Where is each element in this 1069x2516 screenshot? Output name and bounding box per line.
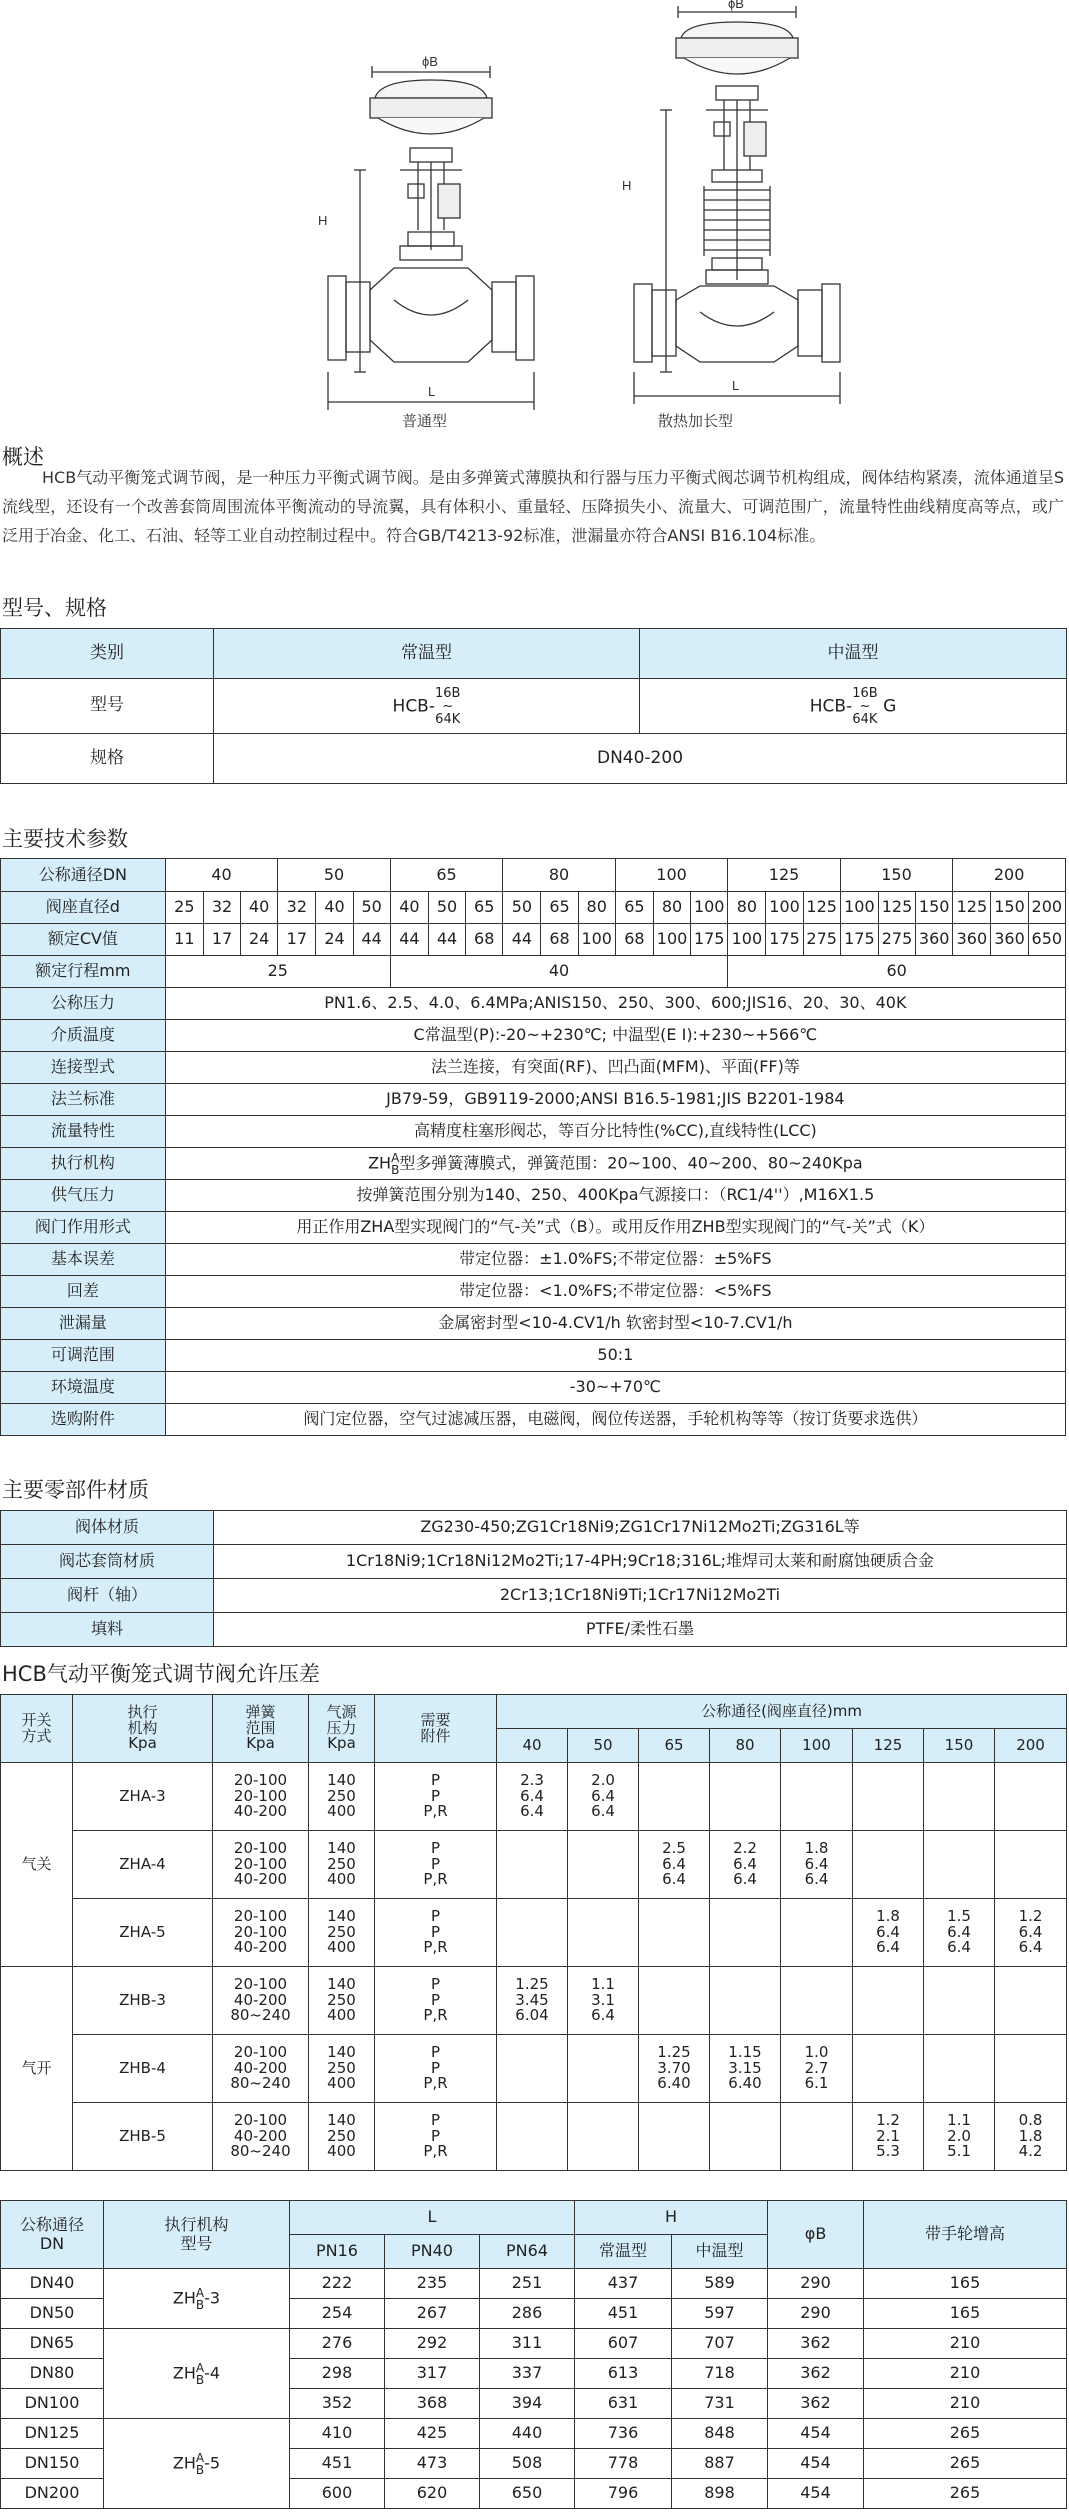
stroke-cell: 25 [165, 956, 390, 988]
dn-cell: DN40 [1, 2269, 104, 2299]
pressure-value: 1.25 3.70 6.40 [639, 2035, 710, 2103]
dim-value: 597 [672, 2299, 768, 2329]
param-label: 可调范围 [1, 1340, 166, 1372]
param-label: 基本误差 [1, 1244, 166, 1276]
dn-cell: DN100 [1, 2389, 104, 2419]
material-value: PTFE/柔性石墨 [214, 1613, 1067, 1647]
models-table [0, 628, 1067, 784]
air-cell: 140 250 400 [309, 1763, 375, 1831]
dn-header-cell: 50 [568, 1729, 639, 1763]
caption-normal: 普通型 [402, 412, 448, 430]
actuator-model-cell: ZHA B-3 [104, 2269, 290, 2329]
param-label: 介质温度 [1, 1020, 166, 1052]
dim-value: 731 [672, 2389, 768, 2419]
dn-header-cell: 65 [639, 1729, 710, 1763]
header-phi-b: φB [768, 2201, 864, 2269]
pressure-value: 2.0 6.4 6.4 [568, 1763, 639, 1831]
pressure-value [639, 2103, 710, 2171]
params-title: 主要技术参数 [2, 827, 128, 851]
cv-cell: 44 [390, 924, 428, 956]
param-value: 带定位器：<1.0%FS;不带定位器：<5%FS [165, 1276, 1065, 1308]
cv-cell: 100 [728, 924, 766, 956]
cv-cell: 175 [691, 924, 728, 956]
dim-value: 362 [768, 2389, 864, 2419]
dim-value: 451 [290, 2449, 385, 2479]
extended-valve-drawing [634, 6, 840, 404]
seat-cell: 32 [203, 892, 240, 924]
pressure-value [639, 1899, 710, 1967]
l-label-extended: L [732, 378, 740, 393]
seat-cell: 65 [615, 892, 653, 924]
dim-value: 251 [480, 2269, 575, 2299]
pressure-value: 1.2 2.1 5.3 [853, 2103, 924, 2171]
dim-value: 210 [864, 2389, 1067, 2419]
seat-cell: 100 [766, 892, 803, 924]
header-l: L [290, 2201, 575, 2235]
dn-cell: 150 [840, 859, 952, 892]
dim-value: 898 [672, 2479, 768, 2509]
pressure-value [924, 1831, 995, 1899]
air-cell: 140 250 400 [309, 1899, 375, 1967]
dim-value: 165 [864, 2269, 1067, 2299]
param-value: 带定位器：±1.0%FS;不带定位器：±5%FS [165, 1244, 1065, 1276]
row-spec-label: 规格 [1, 734, 214, 784]
seat-cell: 40 [390, 892, 428, 924]
dim-value: 410 [290, 2419, 385, 2449]
seat-cell: 80 [578, 892, 615, 924]
accessory-cell: P P P,R [375, 1831, 497, 1899]
model-medium: HCB-16B ~ 64K G [640, 679, 1067, 734]
seat-cell: 65 [541, 892, 578, 924]
pressure-value: 1.8 6.4 6.4 [853, 1899, 924, 1967]
dn-header-cell: 150 [924, 1729, 995, 1763]
param-value: 50:1 [165, 1340, 1065, 1372]
accessory-cell: P P P,R [375, 1967, 497, 2035]
h-label-extended: H [622, 178, 632, 193]
seat-label: 阀座直径d [1, 892, 166, 924]
dn-cell: DN80 [1, 2359, 104, 2389]
header-actuator: 执行 机构 Kpa [73, 1695, 213, 1763]
cv-cell: 68 [541, 924, 578, 956]
material-value: ZG230-450;ZG1Cr18Ni9;ZG1Cr17Ni12Mo2Ti;ZG316L等 [214, 1511, 1067, 1545]
param-value: 金属密封型<10-4.CV1/h 软密封型<10-7.CV1/h [165, 1308, 1065, 1340]
dim-value: 265 [864, 2479, 1067, 2509]
dim-value: 311 [480, 2329, 575, 2359]
overview-text: HCB气动平衡笼式调节阀，是一种压力平衡式调节阀。是由多弹簧式薄膜执和行器与压力平衡式阀芯调节机构组成，阀体结构紧凑，流体通道呈S流线型，还设有一个改善套筒周围流体平衡流动的导流翼，具有体积小、重量轻、压降损失小、流量大、可调范围广，流量特性曲线精度高等点，或广泛用于冶金、化工、石油、轻等工业自动控制过程中。符合GB/T4213-92标准，泄漏量亦符合ANSI B16.104标准。 [2, 468, 1064, 545]
dim-value: 707 [672, 2329, 768, 2359]
dim-value: 796 [575, 2479, 672, 2509]
spec-value: DN40-200 [214, 734, 1067, 784]
cv-cell: 68 [466, 924, 503, 956]
cv-cell: 650 [1028, 924, 1065, 956]
dim-value: 222 [290, 2269, 385, 2299]
dim-value: 887 [672, 2449, 768, 2479]
header-dn: 公称通径(阀座直径)mm [497, 1695, 1067, 1729]
pressure-value [568, 2103, 639, 2171]
seat-cell: 50 [503, 892, 541, 924]
pressure-value: 0.8 1.8 4.2 [995, 2103, 1067, 2171]
accessory-cell: P P P,R [375, 2035, 497, 2103]
dim-value: 276 [290, 2329, 385, 2359]
param-label: 供气压力 [1, 1180, 166, 1212]
dn-cell: 100 [615, 859, 727, 892]
param-value: -30~+70℃ [165, 1372, 1065, 1404]
dn-header-cell: 80 [710, 1729, 781, 1763]
dim-value: 620 [385, 2479, 480, 2509]
subheader-cell: 中温型 [672, 2235, 768, 2269]
models-title: 型号、规格 [2, 596, 107, 620]
dim-value: 718 [672, 2359, 768, 2389]
cv-cell: 17 [278, 924, 316, 956]
seat-cell: 40 [316, 892, 353, 924]
pressure-value [853, 1967, 924, 2035]
dim-value: 265 [864, 2449, 1067, 2479]
dim-value: 165 [864, 2299, 1067, 2329]
material-value: 2Cr13;1Cr18Ni9Ti;1Cr17Ni12Mo2Ti [214, 1579, 1067, 1613]
dim-value: 362 [768, 2329, 864, 2359]
subheader-cell: 常温型 [575, 2235, 672, 2269]
seat-cell: 50 [428, 892, 465, 924]
stroke-cell: 60 [728, 956, 1066, 988]
air-cell: 140 250 400 [309, 1967, 375, 2035]
param-value: 阀门定位器，空气过滤减压器，电磁阀，阀位传送器，手轮机构等等（按订货要求选供） [165, 1404, 1065, 1436]
dimensions-table [0, 2200, 1067, 2509]
pressure-value [568, 1831, 639, 1899]
pressure-value: 1.15 3.15 6.40 [710, 2035, 781, 2103]
actuator-cell: ZHA-3 [73, 1763, 213, 1831]
seat-cell: 32 [278, 892, 316, 924]
header-mode: 开关 方式 [1, 1695, 73, 1763]
pressure-value [924, 2035, 995, 2103]
dim-value: 437 [575, 2269, 672, 2299]
actuator-value: ZHA B型多弹簧薄膜式，弹簧范围：20~100、40~200、80~240Kpa [165, 1148, 1065, 1180]
pressure-value [639, 1967, 710, 2035]
dn-cell: DN200 [1, 2479, 104, 2509]
pressure-value [853, 1831, 924, 1899]
param-label: 法兰标准 [1, 1084, 166, 1116]
header-h: H [575, 2201, 768, 2235]
param-value: 用正作用ZHA型实现阀门的“气-关”式（B）。或用反作用ZHB型实现阀门的“气-关”式（K） [165, 1212, 1065, 1244]
dim-value: 600 [290, 2479, 385, 2509]
mode-cell: 气开 [1, 1967, 73, 2171]
param-value: C常温型(P):-20~+230℃; 中温型(E I):+230~+566℃ [165, 1020, 1065, 1052]
material-label: 阀芯套筒材质 [1, 1545, 214, 1579]
dn-cell: DN65 [1, 2329, 104, 2359]
dim-value: 451 [575, 2299, 672, 2329]
dn-cell: 200 [953, 859, 1066, 892]
actuator-cell: ZHA-5 [73, 1899, 213, 1967]
pressure-value: 1.2 6.4 6.4 [995, 1899, 1067, 1967]
dn-header-cell: 100 [781, 1729, 853, 1763]
cv-cell: 100 [578, 924, 615, 956]
dn-cell: 40 [165, 859, 278, 892]
pressure-value [710, 2103, 781, 2171]
accessory-cell: P P P,R [375, 1899, 497, 1967]
param-value: 法兰连接，有突面(RF)、凹凸面(MFM)、平面(FF)等 [165, 1052, 1065, 1084]
cv-cell: 360 [991, 924, 1028, 956]
pressure-value [995, 1831, 1067, 1899]
pressure-value [924, 1967, 995, 2035]
seat-cell: 80 [653, 892, 690, 924]
param-label: 环境温度 [1, 1372, 166, 1404]
header-handwheel: 带手轮增高 [864, 2201, 1067, 2269]
h-label-normal: H [318, 213, 328, 228]
dim-value: 298 [290, 2359, 385, 2389]
subheader-cell: PN16 [290, 2235, 385, 2269]
actuator-model-cell: ZHA B-5 [104, 2419, 290, 2509]
pressure-value [710, 1763, 781, 1831]
cv-cell: 175 [840, 924, 878, 956]
dim-value: 778 [575, 2449, 672, 2479]
param-label: 泄漏量 [1, 1308, 166, 1340]
seat-cell: 80 [728, 892, 766, 924]
air-cell: 140 250 400 [309, 2035, 375, 2103]
dim-value: 235 [385, 2269, 480, 2299]
spring-cell: 20-100 40-200 80~240 [213, 2103, 309, 2171]
pressure-value [497, 1831, 568, 1899]
pressure-value [995, 1967, 1067, 2035]
pressure-value [497, 1899, 568, 1967]
dn-header-cell: 125 [853, 1729, 924, 1763]
cv-cell: 275 [803, 924, 840, 956]
pressure-value [781, 1899, 853, 1967]
param-label: 流量特性 [1, 1116, 166, 1148]
subheader-cell: PN40 [385, 2235, 480, 2269]
dim-value: 848 [672, 2419, 768, 2449]
pressure-value [568, 2035, 639, 2103]
spring-cell: 20-100 40-200 80~240 [213, 2035, 309, 2103]
model-range: 16B ~ 64K [434, 685, 461, 727]
pressure-value [995, 1763, 1067, 1831]
stroke-cell: 40 [390, 956, 728, 988]
dn-header-cell: 40 [497, 1729, 568, 1763]
mode-cell: 气关 [1, 1763, 73, 1967]
pressure-value [995, 2035, 1067, 2103]
dim-value: 454 [768, 2479, 864, 2509]
dim-value: 454 [768, 2419, 864, 2449]
dim-value: 473 [385, 2449, 480, 2479]
model-normal: HCB-16B ~ 64K [214, 679, 640, 734]
pressure-title: HCB气动平衡笼式调节阀允许压差 [2, 1662, 320, 1686]
param-label: 选购附件 [1, 1404, 166, 1436]
dim-value: 440 [480, 2419, 575, 2449]
pressure-value [781, 1967, 853, 2035]
cv-cell: 44 [503, 924, 541, 956]
dim-value: 650 [480, 2479, 575, 2509]
params-table [0, 858, 1066, 1436]
material-value: 1Cr18Ni9;1Cr18Ni12Mo2Ti;17-4PH;9Cr18;316L;堆焊司太莱和耐腐蚀硬质合金 [214, 1545, 1067, 1579]
seat-cell: 40 [241, 892, 278, 924]
actuator-model-cell: ZHA B-4 [104, 2329, 290, 2419]
model-range: 16B ~ 64K [852, 685, 878, 727]
pressure-value: 2.2 6.4 6.4 [710, 1831, 781, 1899]
pressure-value [639, 1763, 710, 1831]
pressure-value [710, 1899, 781, 1967]
materials-table [0, 1510, 1067, 1647]
header-spring: 弹簧 范围 Kpa [213, 1695, 309, 1763]
cv-cell: 68 [615, 924, 653, 956]
pressure-value: 1.0 2.7 6.1 [781, 2035, 853, 2103]
pressure-value [781, 1763, 853, 1831]
seat-cell: 125 [803, 892, 840, 924]
seat-cell: 125 [878, 892, 915, 924]
cv-cell: 24 [241, 924, 278, 956]
seat-cell: 100 [691, 892, 728, 924]
dim-value: 394 [480, 2389, 575, 2419]
phi-label-normal: ϕB [422, 54, 438, 69]
dn-cell: 65 [390, 859, 503, 892]
pressure-value [568, 1899, 639, 1967]
dim-value: 454 [768, 2449, 864, 2479]
dn-cell: DN50 [1, 2299, 104, 2329]
spring-cell: 20-100 20-100 40-200 [213, 1831, 309, 1899]
header-dn: 公称通径 DN [1, 2201, 104, 2269]
cv-cell: 11 [165, 924, 203, 956]
dim-value: 425 [385, 2419, 480, 2449]
row-model-label: 型号 [1, 679, 214, 734]
param-label: 公称压力 [1, 988, 166, 1020]
seat-cell: 150 [916, 892, 953, 924]
dim-value: 736 [575, 2419, 672, 2449]
material-label: 填料 [1, 1613, 214, 1647]
pressure-value [497, 2103, 568, 2171]
seat-cell: 65 [466, 892, 503, 924]
dim-value: 613 [575, 2359, 672, 2389]
cv-cell: 24 [316, 924, 353, 956]
dn-cell: DN125 [1, 2419, 104, 2449]
dn-label: 公称通径DN [1, 859, 166, 892]
param-value: JB79-59，GB9119-2000;ANSI B16.5-1981;JIS B2201-1984 [165, 1084, 1065, 1116]
param-value: 高精度柱塞形阀芯，等百分比特性(%CC),直线特性(LCC) [165, 1116, 1065, 1148]
header-category: 类别 [1, 629, 214, 679]
cv-cell: 175 [766, 924, 803, 956]
dim-value: 631 [575, 2389, 672, 2419]
dim-value: 265 [864, 2419, 1067, 2449]
pressure-value [924, 1763, 995, 1831]
seat-cell: 150 [991, 892, 1028, 924]
pressure-value: 2.5 6.4 6.4 [639, 1831, 710, 1899]
pressure-value: 2.3 6.4 6.4 [497, 1763, 568, 1831]
pressure-value [781, 2103, 853, 2171]
param-value: PN1.6、2.5、4.0、6.4MPa;ANIS150、250、300、600;JIS16、20、30、40K [165, 988, 1065, 1020]
seat-cell: 125 [953, 892, 991, 924]
dim-value: 286 [480, 2299, 575, 2329]
dn-cell: 125 [728, 859, 840, 892]
actuator-cell: ZHB-3 [73, 1967, 213, 2035]
dn-cell: 80 [503, 859, 616, 892]
param-label: 执行机构 [1, 1148, 166, 1180]
header-actuator: 执行机构 型号 [104, 2201, 290, 2269]
dim-value: 290 [768, 2269, 864, 2299]
spring-cell: 20-100 40-200 80~240 [213, 1967, 309, 2035]
phi-label-extended: ϕB [728, 0, 744, 11]
dim-value: 210 [864, 2329, 1067, 2359]
seat-cell: 50 [353, 892, 390, 924]
cv-cell: 44 [428, 924, 465, 956]
dim-value: 589 [672, 2269, 768, 2299]
header-normal: 常温型 [214, 629, 640, 679]
dim-value: 254 [290, 2299, 385, 2329]
cv-cell: 100 [653, 924, 690, 956]
pressure-value: 1.5 6.4 6.4 [924, 1899, 995, 1967]
dim-value: 210 [864, 2359, 1067, 2389]
pressure-value [710, 1967, 781, 2035]
stroke-label: 额定行程mm [1, 956, 166, 988]
dim-value: 508 [480, 2449, 575, 2479]
dn-cell: DN150 [1, 2449, 104, 2479]
dim-value: 337 [480, 2359, 575, 2389]
cv-cell: 360 [953, 924, 991, 956]
param-label: 回差 [1, 1276, 166, 1308]
header-accessory: 需要 附件 [375, 1695, 497, 1763]
caption-extended: 散热加长型 [658, 412, 734, 430]
pressure-value [497, 2035, 568, 2103]
dim-value: 317 [385, 2359, 480, 2389]
valve-drawings [300, 0, 860, 440]
overview-title: 概述 [2, 445, 44, 469]
actuator-cell: ZHA-4 [73, 1831, 213, 1899]
param-label: 阀门作用形式 [1, 1212, 166, 1244]
pressure-value: 1.1 3.1 6.4 [568, 1967, 639, 2035]
material-label: 阀杆（轴） [1, 1579, 214, 1613]
seat-cell: 100 [840, 892, 878, 924]
spring-cell: 20-100 20-100 40-200 [213, 1763, 309, 1831]
header-air: 气源 压力 Kpa [309, 1695, 375, 1763]
pressure-value [853, 1763, 924, 1831]
pressure-value: 1.1 2.0 5.1 [924, 2103, 995, 2171]
pressure-value [853, 2035, 924, 2103]
dim-value: 292 [385, 2329, 480, 2359]
cv-cell: 360 [916, 924, 953, 956]
seat-cell: 25 [165, 892, 203, 924]
pressure-value: 1.25 3.45 6.04 [497, 1967, 568, 2035]
dim-value: 267 [385, 2299, 480, 2329]
pressure-value: 1.8 6.4 6.4 [781, 1831, 853, 1899]
pressure-table [0, 1694, 1067, 2171]
subheader-cell: PN64 [480, 2235, 575, 2269]
accessory-cell: P P P,R [375, 1763, 497, 1831]
param-label: 连接型式 [1, 1052, 166, 1084]
cv-label: 额定CV值 [1, 924, 166, 956]
dim-value: 607 [575, 2329, 672, 2359]
l-label-normal: L [428, 384, 436, 399]
accessory-cell: P P P,R [375, 2103, 497, 2171]
dim-value: 290 [768, 2299, 864, 2329]
air-cell: 140 250 400 [309, 2103, 375, 2171]
cv-cell: 44 [353, 924, 390, 956]
spring-cell: 20-100 20-100 40-200 [213, 1899, 309, 1967]
dim-value: 362 [768, 2359, 864, 2389]
actuator-cell: ZHB-5 [73, 2103, 213, 2171]
seat-cell: 200 [1028, 892, 1065, 924]
dn-header-cell: 200 [995, 1729, 1067, 1763]
dim-value: 368 [385, 2389, 480, 2419]
cv-cell: 17 [203, 924, 240, 956]
cv-cell: 275 [878, 924, 915, 956]
header-medium: 中温型 [640, 629, 1067, 679]
air-cell: 140 250 400 [309, 1831, 375, 1899]
normal-valve-drawing [328, 66, 534, 410]
materials-title: 主要零部件材质 [2, 1478, 149, 1502]
param-value: 按弹簧范围分别为140、250、400Kpa气源接口：（RC1/4''）,M16X1.5 [165, 1180, 1065, 1212]
actuator-cell: ZHB-4 [73, 2035, 213, 2103]
material-label: 阀体材质 [1, 1511, 214, 1545]
dn-cell: 50 [278, 859, 391, 892]
dim-value: 352 [290, 2389, 385, 2419]
